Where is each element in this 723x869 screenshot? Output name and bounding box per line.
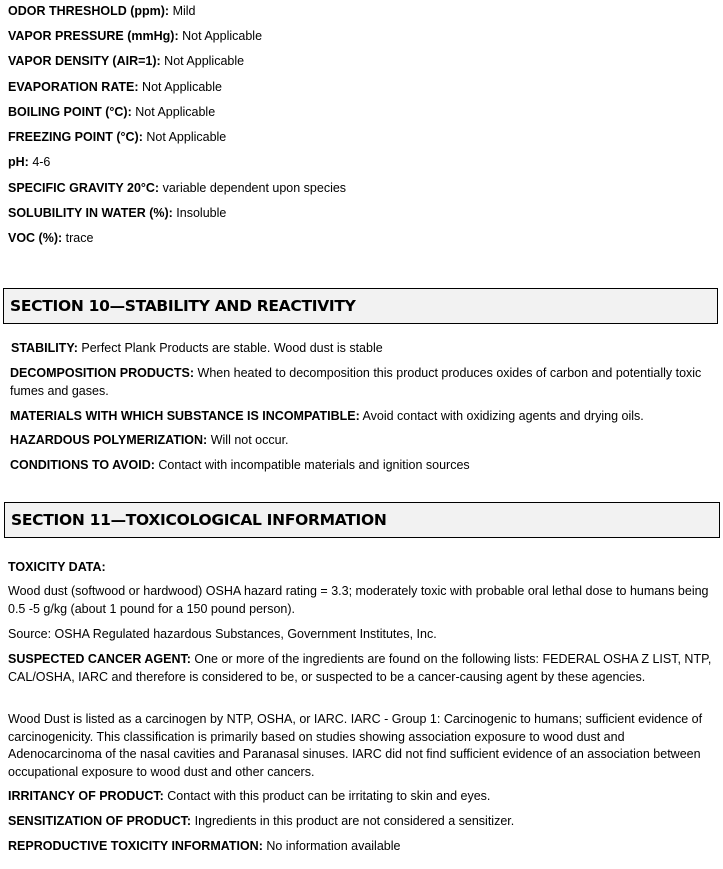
hazardous-polymerization: HAZARDOUS POLYMERIZATION: Will not occur. (10, 433, 289, 447)
sensitization-of-product: SENSITIZATION OF PRODUCT: Ingredients in this product are not considered a sensitizer. (8, 814, 515, 828)
prop-boiling-point: BOILING POINT (°C): Not Applicable (8, 105, 216, 119)
reproductive-toxicity: REPRODUCTIVE TOXICITY INFORMATION: No information available (8, 839, 401, 853)
prop-specific-gravity: SPECIFIC GRAVITY 20°C: variable dependent upon species (8, 181, 347, 195)
prop-voc: VOC (%): trace (8, 231, 94, 245)
decomposition-products: DECOMPOSITION PRODUCTS: When heated to decomposition this product produces oxides of carbon and potentially toxic fumes and gases. (10, 366, 702, 398)
irritancy-of-product: IRRITANCY OF PRODUCT: Contact with this product can be irritating to skin and eyes. (8, 789, 491, 803)
section-10-header (3, 288, 718, 324)
suspected-cancer-agent: SUSPECTED CANCER AGENT: One or more of the ingredients are found on the following lists: FEDERAL OSHA Z LIST, NTP, CAL/OSHA, IARC and therefore is considered to be, or suspected to be a cancer-causing agent by these agencies. (8, 652, 712, 684)
section-11-header (4, 502, 720, 538)
source-text: Source: OSHA Regulated hazardous Substances, Government Institutes, Inc. (8, 627, 437, 641)
incompatible-materials: MATERIALS WITH WHICH SUBSTANCE IS INCOMPATIBLE: Avoid contact with oxidizing agents and drying oils. (10, 409, 644, 423)
toxicity-data-text: Wood dust (softwood or hardwood) OSHA hazard rating = 3.3; moderately toxic with probable oral lethal dose to humans being 0.5 -5 g/kg (about 1 pound for a 150 pound person). (8, 584, 709, 616)
conditions-to-avoid: CONDITIONS TO AVOID: Contact with incompatible materials and ignition sources (10, 458, 470, 472)
prop-vapor-pressure: VAPOR PRESSURE (mmHg): Not Applicable (8, 29, 263, 43)
toxicity-data-label: TOXICITY DATA: (8, 560, 106, 574)
stability-line: STABILITY: Perfect Plank Products are stable. Wood dust is stable (11, 341, 383, 355)
prop-odor-threshold: ODOR THRESHOLD (ppm): Mild (8, 4, 196, 18)
carcinogen-paragraph: Wood Dust is listed as a carcinogen by NTP, OSHA, or IARC. IARC - Group 1: Carcinogenic to humans; sufficient evidence of carcinogenicity. This classification is primarily based on studies showing association exposure to wood dust and Adenocarcinoma of the nasal cavities and Paranasal sinuses. IARC did not find sufficient evidence of an association between occupational exposure to wood dust and other cancers. (8, 712, 703, 779)
prop-solubility: SOLUBILITY IN WATER (%): Insoluble (8, 206, 227, 220)
prop-ph: pH: 4-6 (8, 155, 51, 169)
prop-freezing-point: FREEZING POINT (°C): Not Applicable (8, 130, 227, 144)
section-10-title: SECTION 10—STABILITY AND REACTIVITY (10, 297, 356, 315)
prop-vapor-density: VAPOR DENSITY (AIR=1): Not Applicable (8, 54, 245, 68)
prop-evaporation-rate: EVAPORATION RATE: Not Applicable (8, 80, 222, 94)
section-11-title: SECTION 11—TOXICOLOGICAL INFORMATION (11, 511, 387, 529)
